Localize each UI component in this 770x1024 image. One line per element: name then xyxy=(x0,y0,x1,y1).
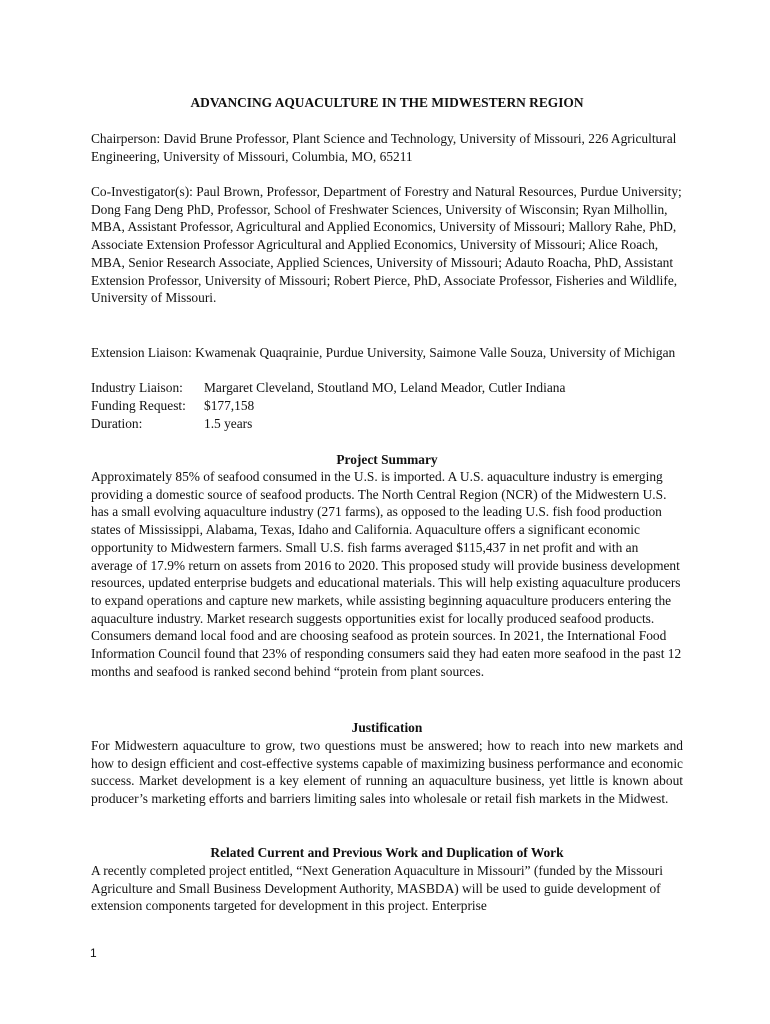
co-investigators-paragraph: Co-Investigator(s): Paul Brown, Professor, Department of Forestry and Natural Resources, Purdue University; Dong Fang Deng PhD, Professor, School of Freshwater Sciences, University of Wisconsin; Ryan Milhollin, MBA, Assistant Professor, Agricultural and Applied Economics, University of Missouri; Mallory Rahe, PhD, Associate Extension Professor Agricultural and Applied Economics, University of Missouri; Alice Roach, MBA, Senior Research Associate, Applied Sciences, University of Missouri; Adauto Roacha, PhD, Assistant Extension Professor, University of Missouri; Robert Pierce, PhD, Associate Professor, Fisheries and Wildlife, University of Missouri. xyxy=(91,184,682,306)
duration-value: 1.5 years xyxy=(204,416,253,431)
page-number: 1 xyxy=(90,946,97,960)
industry-liaison-value: Margaret Cleveland, Stoutland MO, Leland Meador, Cutler Indiana xyxy=(204,380,566,395)
document-title: ADVANCING AQUACULTURE IN THE MIDWESTERN REGION xyxy=(190,95,584,110)
industry-liaison-row xyxy=(91,379,683,397)
funding-request-label: Funding Request: xyxy=(91,398,186,413)
justification-paragraph: For Midwestern aquaculture to grow, two questions must be answered; how to reach into new markets and how to design efficient and cost-effective systems capable of maximizing business performance and economic success. Market development is a key element of running an aquaculture business, yet little is known about producer’s marketing efforts and barriers limiting sales into wholesale or retail fish markets in the Midwest. xyxy=(91,738,683,807)
justification-heading: Justification xyxy=(351,720,423,735)
extension-liaison-paragraph: Extension Liaison: Kwamenak Quaqrainie, Purdue University, Saimone Valle Souza, University of Michigan xyxy=(91,345,676,360)
duration-label: Duration: xyxy=(91,416,143,431)
document-page xyxy=(91,0,683,1024)
chairperson-paragraph: Chairperson: David Brune Professor, Plant Science and Technology, University of Missouri, 226 Agricultural Engineering, University of Missouri, Columbia, MO, 65211 xyxy=(91,131,677,164)
funding-request-value: $177,158 xyxy=(204,398,255,413)
project-summary-heading: Project Summary xyxy=(336,452,438,467)
project-summary-paragraph: Approximately 85% of seafood consumed in the U.S. is imported. A U.S. aquaculture industry is emerging providing a domestic source of seafood products. The North Central Region (NCR) of the Midwestern U.S. has a small evolving aquaculture industry (271 farms), as opposed to the leading U.S. fish food production states of Mississippi, Alabama, Texas, Idaho and California. Aquaculture offers a significant economic opportunity to Midwestern farmers. Small U.S. fish farms averaged $115,437 in net profit and with an average of 17.9% return on assets from 2016 to 2020. This proposed study will provide business development resources, updated enterprise budgets and educational materials. This will help existing aquaculture producers to expand operations and capture new markets, while assisting beginning aquaculture producers entering the aquaculture industry. Market research suggests opportunities exist for locally produced seafood products. Consumers demand local food and are choosing seafood as protein sources. In 2021, the International Food Information Council found that 23% of responding consumers said they had eaten more seafood in the past 12 months and seafood is ranked second behind “protein from plant sources. xyxy=(91,469,682,679)
funding-request-row xyxy=(91,397,683,415)
industry-liaison-label: Industry Liaison: xyxy=(91,380,183,395)
related-work-paragraph: A recently completed project entitled, “Next Generation Aquaculture in Missouri” (funded by the Missouri Agriculture and Small Business Development Authority, MASBDA) will be used to guide development of extension components targeted for development in this project. Enterprise xyxy=(91,863,663,914)
related-work-heading: Related Current and Previous Work and Duplication of Work xyxy=(210,845,564,860)
duration-row xyxy=(91,415,683,433)
